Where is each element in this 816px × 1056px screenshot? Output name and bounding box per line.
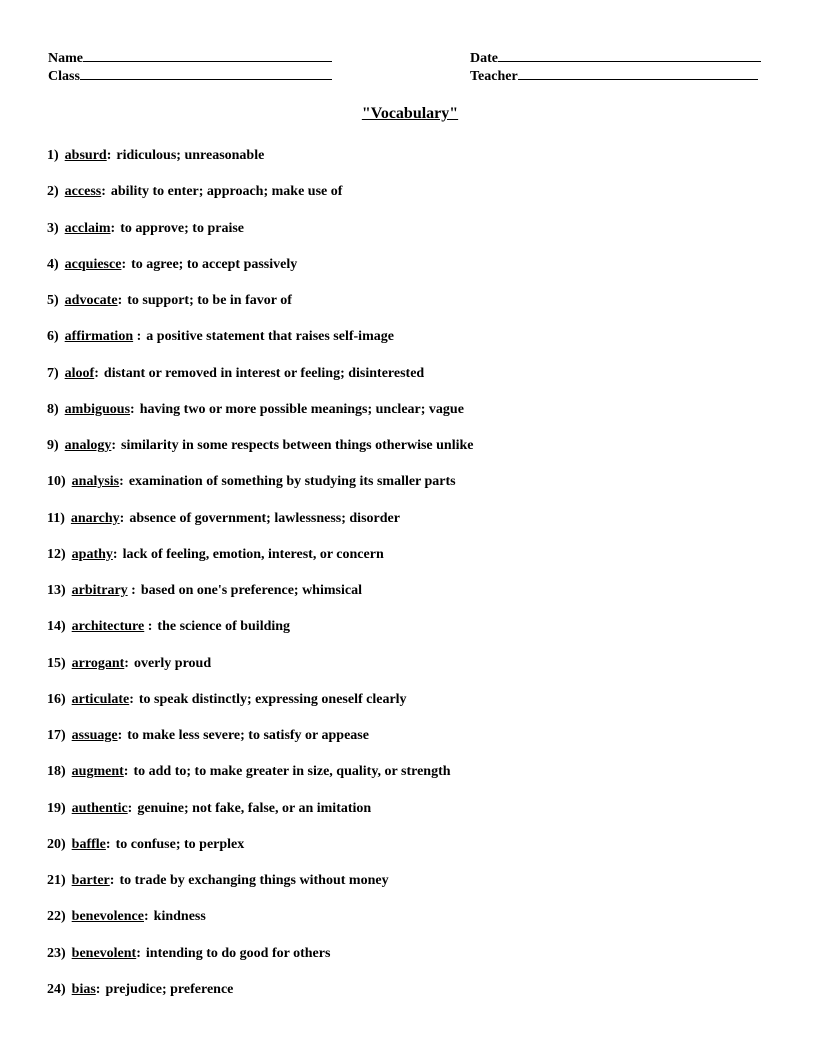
vocab-number: 24) <box>47 981 66 997</box>
vocab-number: 8) <box>47 401 59 417</box>
vocab-item <box>47 437 787 473</box>
vocab-definition: ridiculous; unreasonable <box>116 148 265 163</box>
vocab-separator: : <box>117 728 123 743</box>
vocab-item <box>47 510 787 546</box>
vocab-definition: genuine; not fake, false, or an imitation <box>137 800 372 816</box>
vocab-definition: kindness <box>153 909 206 925</box>
vocab-term: bias <box>71 981 96 997</box>
vocab-term: authentic <box>71 800 128 816</box>
vocab-separator: : <box>106 148 112 163</box>
vocab-term: acquiesce <box>64 256 122 272</box>
vocab-definition: to speak distinctly; expressing oneself clearly <box>138 691 407 707</box>
vocab-item <box>47 763 787 799</box>
vocab-definition: to agree; to accept passively <box>131 256 298 272</box>
vocab-item <box>47 691 787 727</box>
vocab-separator: : <box>144 619 153 635</box>
vocab-item <box>47 800 787 836</box>
name-blank-line[interactable] <box>83 48 332 62</box>
name-label: Name <box>48 51 83 66</box>
vocab-item <box>47 836 787 872</box>
vocab-number: 15) <box>47 655 66 671</box>
vocab-definition: distant or removed in interest or feeling; disinterested <box>103 365 425 381</box>
vocab-term: access <box>64 184 102 200</box>
vocab-item <box>47 473 787 509</box>
vocab-separator: : <box>109 873 115 888</box>
vocab-term: arbitrary <box>71 583 128 598</box>
vocab-definition: based on one's preference; whimsical <box>140 583 362 598</box>
vocab-item <box>47 256 787 292</box>
vocab-item <box>47 328 787 364</box>
vocab-term: acclaim <box>64 220 111 236</box>
vocab-separator: : <box>121 256 127 272</box>
teacher-blank-line[interactable] <box>518 66 758 80</box>
vocab-term: benevolent <box>71 945 137 961</box>
vocab-item <box>47 981 787 1017</box>
vocab-item <box>47 147 787 183</box>
date-blank-line[interactable] <box>498 48 761 62</box>
vocab-term: analogy <box>64 438 112 453</box>
vocab-definition: to make less severe; to satisfy or appease <box>127 728 369 743</box>
vocab-number: 20) <box>47 836 66 852</box>
vocab-separator: : <box>133 329 142 345</box>
vocab-term: aloof <box>64 365 95 381</box>
vocab-term: arrogant <box>71 655 125 671</box>
vocab-separator: : <box>105 836 111 852</box>
vocab-separator: : <box>124 655 129 671</box>
vocab-item <box>47 727 787 763</box>
vocab-number: 18) <box>47 764 66 780</box>
vocab-number: 12) <box>47 546 66 562</box>
vocab-number: 22) <box>47 909 66 925</box>
vocab-term: advocate <box>64 293 118 308</box>
vocab-definition: to trade by exchanging things without money <box>119 873 389 888</box>
vocab-separator: : <box>144 909 149 925</box>
vocab-separator: : <box>117 293 123 308</box>
vocab-definition: lack of feeling, emotion, interest, or concern <box>122 546 384 562</box>
vocab-number: 6) <box>47 329 59 345</box>
vocab-definition: having two or more possible meanings; unclear; vague <box>139 401 464 417</box>
vocab-separator: : <box>129 691 134 707</box>
vocab-item <box>47 582 787 618</box>
vocab-separator: : <box>111 438 117 453</box>
vocab-definition: examination of something by studying its smaller parts <box>128 474 456 490</box>
vocab-separator: : <box>110 220 116 236</box>
vocab-definition: to add to; to make greater in size, quality, or strength <box>133 764 451 780</box>
vocab-definition: the science of building <box>157 619 291 635</box>
vocab-number: 19) <box>47 800 66 816</box>
vocab-separator: : <box>119 510 125 526</box>
vocab-number: 14) <box>47 619 66 635</box>
page-title-text: "Vocabulary" <box>361 105 459 122</box>
vocab-definition: to support; to be in favor of <box>127 293 292 308</box>
vocab-separator: : <box>95 981 101 997</box>
vocab-term: augment <box>71 764 124 780</box>
vocab-term: absurd <box>64 148 107 163</box>
vocab-item <box>47 183 787 219</box>
vocab-item <box>47 546 787 582</box>
vocab-separator: : <box>112 546 118 562</box>
vocab-number: 10) <box>47 474 66 490</box>
class-label: Class <box>48 69 80 84</box>
vocab-term: affirmation <box>64 329 134 345</box>
vocab-number: 1) <box>47 148 59 163</box>
vocab-separator: : <box>136 945 141 961</box>
vocab-number: 9) <box>47 438 59 453</box>
vocab-definition: intending to do good for others <box>145 945 331 961</box>
teacher-label: Teacher <box>470 69 518 84</box>
vocab-definition: similarity in some respects between things otherwise unlike <box>121 438 474 453</box>
vocab-number: 16) <box>47 691 66 707</box>
class-blank-line[interactable] <box>80 66 332 80</box>
vocab-separator: : <box>119 474 124 490</box>
vocab-term: barter <box>71 873 110 888</box>
class-field[interactable] <box>48 66 332 85</box>
vocab-definition: a positive statement that raises self-image <box>146 329 394 345</box>
vocab-item <box>47 872 787 908</box>
vocab-number: 21) <box>47 873 66 888</box>
name-field[interactable] <box>48 48 332 67</box>
vocab-separator: : <box>127 583 136 598</box>
vocabulary-list <box>47 147 787 1017</box>
vocab-number: 4) <box>47 256 59 272</box>
vocab-separator: : <box>130 401 135 417</box>
vocab-term: articulate <box>71 691 130 707</box>
vocab-term: architecture <box>71 619 145 635</box>
vocab-definition: overly proud <box>133 655 212 671</box>
vocab-term: analysis <box>71 474 120 490</box>
vocab-number: 17) <box>47 728 66 743</box>
vocab-number: 3) <box>47 220 59 236</box>
vocab-number: 7) <box>47 365 59 381</box>
vocab-number: 2) <box>47 184 59 200</box>
vocab-separator: : <box>123 764 129 780</box>
vocab-item <box>47 655 787 691</box>
vocab-definition: to approve; to praise <box>120 220 245 236</box>
vocab-term: apathy <box>71 546 113 562</box>
vocab-item <box>47 945 787 981</box>
vocab-definition: absence of government; lawlessness; disorder <box>129 510 400 526</box>
vocab-number: 23) <box>47 945 66 961</box>
date-field[interactable] <box>470 48 761 67</box>
vocab-term: baffle <box>71 836 106 852</box>
vocab-separator: : <box>101 184 106 200</box>
vocab-separator: : <box>94 365 99 381</box>
vocab-item <box>47 618 787 654</box>
vocab-term: anarchy <box>70 510 120 526</box>
vocab-item <box>47 908 787 944</box>
vocab-definition: ability to enter; approach; make use of <box>110 184 343 200</box>
page-title <box>0 104 816 124</box>
vocab-item <box>47 401 787 437</box>
vocab-definition: to confuse; to perplex <box>115 836 245 852</box>
vocab-number: 5) <box>47 293 59 308</box>
vocab-term: benevolence <box>71 909 144 925</box>
vocab-item <box>47 220 787 256</box>
teacher-field[interactable] <box>470 66 758 85</box>
vocab-definition: prejudice; preference <box>105 981 234 997</box>
vocab-item <box>47 365 787 401</box>
vocab-item <box>47 292 787 328</box>
date-label: Date <box>470 51 498 66</box>
vocab-number: 11) <box>47 510 65 526</box>
vocab-term: ambiguous <box>64 401 131 417</box>
vocab-number: 13) <box>47 583 66 598</box>
vocab-term: assuage <box>71 728 118 743</box>
vocab-separator: : <box>127 800 133 816</box>
